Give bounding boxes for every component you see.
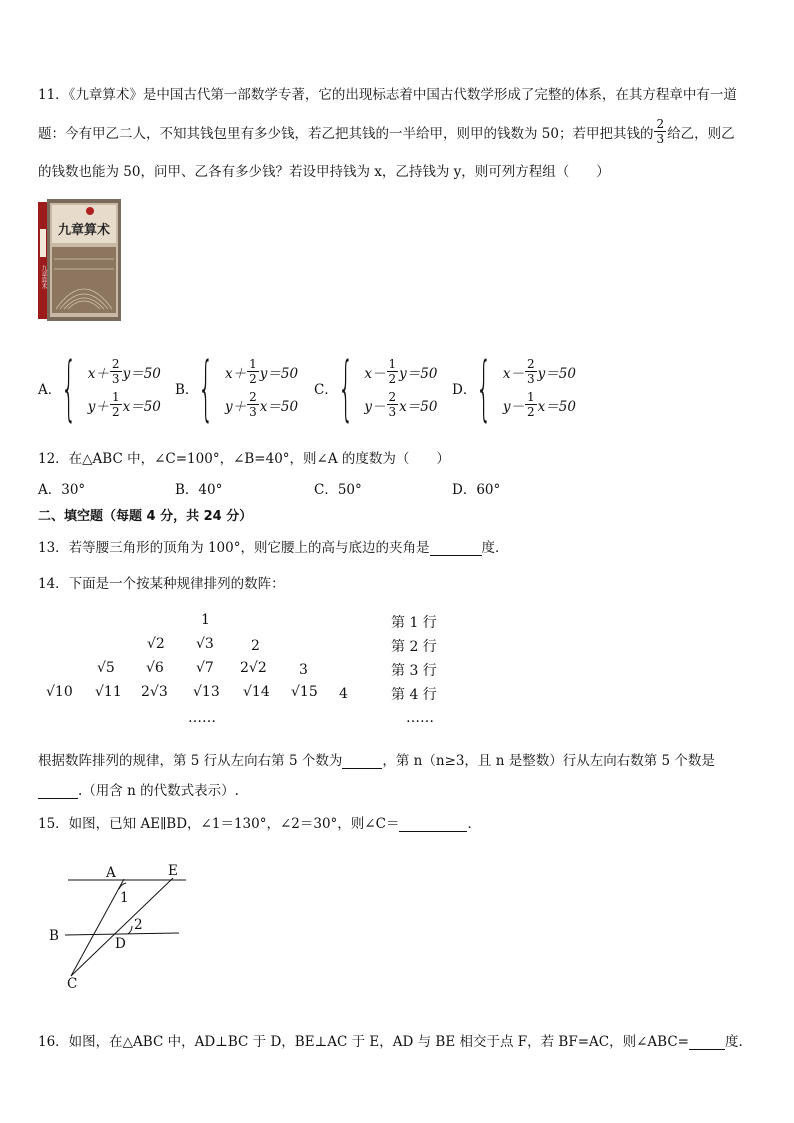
q16-text-end: 度. [725, 1034, 743, 1050]
point-a-label: A [106, 865, 116, 881]
array-cell: √15 [291, 684, 318, 700]
array-dots: …… [188, 710, 216, 726]
brace-icon: { [61, 347, 77, 429]
section-heading: 二、填空题（每题 4 分，共 24 分） [38, 509, 253, 524]
q15-answer-blank[interactable] [399, 817, 467, 832]
array-cell: √3 [196, 636, 214, 652]
q11-line2-b: 给乙，则乙 [667, 125, 735, 142]
row-label: 第 1 行 [391, 615, 437, 631]
book-title: 九章算术 [58, 223, 111, 238]
option-a[interactable] [38, 344, 161, 432]
q11-frac-num: 2 [656, 117, 665, 131]
book-spine-text: 九章算术 [40, 265, 47, 289]
q14-text-c: .（用含 n 的代数式表示）. [78, 783, 239, 799]
point-e-label: E [168, 863, 178, 879]
number-array [0, 606, 794, 728]
angle-1-label: 1 [120, 890, 129, 906]
array-cell: 1 [201, 612, 210, 628]
option-a-eq1: x＋ $\frac{2}{3}$ y＝50 [87, 357, 161, 386]
option-c-eq1: x－ $\frac{1}{2}$ y＝50 [364, 357, 438, 386]
brace-icon: { [476, 347, 492, 429]
q13-text: 13．若等腰三角形的顶角为 100°，则它腰上的高与底边的夹角是 [38, 540, 430, 556]
q16-text: 16．如图，在△ABC 中，AD⊥BC 于 D，BE⊥AC 于 E，AD 与 BE 相交于点 F，若 BF=AC，则∠ABC= [38, 1034, 689, 1050]
option-d-label: D． [452, 382, 477, 398]
array-cell: 2√3 [141, 684, 168, 700]
option-d-eq2: y－ $\frac{1}{2}$ x＝50 [502, 390, 576, 419]
option-a-label: A． [38, 382, 62, 398]
book-cover-image [38, 199, 122, 321]
array-cell: √7 [196, 660, 214, 676]
q11-options [38, 344, 778, 432]
array-cell: √14 [243, 684, 270, 700]
array-cell: √10 [46, 684, 73, 700]
option-c[interactable] [314, 344, 437, 432]
point-b-label: B [49, 928, 59, 944]
array-cell: √2 [147, 636, 165, 652]
array-cell: 4 [339, 686, 348, 702]
q11-line1: 11．《九章算术》是中国古代第一部数学专著，它的出现标志着中国古代数学形成了完整的体系，在其方程章中有一道 [38, 87, 737, 103]
q13 [38, 536, 509, 556]
option-d-eq1: x－ $\frac{2}{3}$ y＝50 [502, 357, 576, 386]
q12-option-b[interactable]: B．40° [175, 482, 223, 498]
array-cell: √11 [95, 684, 122, 700]
q13-answer-blank[interactable] [430, 541, 482, 556]
q11-line2 [38, 118, 735, 145]
q15 [38, 812, 481, 832]
q11-line2-a: 题：今有甲乙二人，不知其钱包里有多少钱，若乙把其钱的一半给甲，则甲的钱数为 50；若甲把其钱的 [38, 125, 654, 142]
q15-text-end: ． [467, 816, 481, 832]
q11-fraction [654, 118, 666, 145]
option-d[interactable] [452, 344, 576, 432]
brace-icon: { [198, 347, 215, 429]
option-b-eq2: y＋ $\frac{2}{3}$ x＝50 [224, 390, 299, 419]
option-b[interactable] [175, 344, 298, 432]
q11-line3: 的钱数也能为 50，问甲、乙各有多少钱？若设甲持钱为 x，乙持钱为 y，则可列方程组（ ） [38, 164, 610, 180]
brace-icon: { [337, 347, 354, 429]
row-label: 第 3 行 [391, 663, 437, 679]
q16-answer-blank[interactable] [689, 1035, 725, 1050]
array-cell: 3 [299, 662, 308, 678]
option-a-eq2: y＋ $\frac{1}{2}$ x＝50 [87, 390, 161, 419]
q16 [38, 1030, 743, 1050]
q14-blank-1[interactable] [342, 754, 382, 769]
q12-option-c[interactable]: C．50° [314, 482, 362, 498]
line-ca [71, 879, 124, 976]
option-c-label: C． [314, 382, 338, 398]
angle-2-label: 2 [134, 917, 143, 933]
array-cell: √5 [97, 660, 115, 676]
option-c-eq2: y－ $\frac{2}{3}$ x＝50 [364, 390, 438, 419]
array-cell: √6 [146, 660, 164, 676]
q15-text: 15．如图，已知 AE∥BD，∠1＝130°，∠2＝30°，则∠C＝ [38, 816, 400, 832]
array-cell: 2 [251, 638, 260, 654]
q14-answer-line1 [38, 749, 715, 769]
q11-frac-den: 3 [656, 132, 665, 146]
q14-answer-line2 [38, 779, 239, 799]
q14-text-b: ，第 n（n≥3，且 n 是整数）行从左向右数第 5 个数是 [382, 753, 715, 769]
q13-text-end: 度． [481, 540, 509, 556]
option-b-label: B． [175, 382, 199, 398]
point-d-label: D [115, 936, 126, 952]
q12-stem: 12．在△ABC 中，∠C=100°，∠B=40°，则∠A 的度数为（ ） [38, 451, 450, 467]
array-cell: √13 [193, 684, 220, 700]
array-cell: 2√2 [240, 660, 267, 676]
point-c-label: C [67, 976, 78, 992]
label-dots: …… [406, 710, 434, 726]
line-bd [65, 933, 179, 935]
q14-blank-2[interactable] [38, 784, 78, 799]
option-b-eq1: x＋ $\frac{1}{2}$ y＝50 [224, 357, 299, 386]
q12-option-a[interactable]: A．30° [38, 482, 86, 498]
row-label: 第 4 行 [391, 687, 437, 703]
angle-2-arc [128, 926, 132, 934]
q12-option-d[interactable]: D．60° [452, 482, 501, 498]
q15-geometry-figure [40, 856, 200, 996]
row-label: 第 2 行 [391, 639, 437, 655]
q14-text-a: 根据数阵排列的规律，第 5 行从左向右第 5 个数为 [38, 753, 343, 769]
q14-stem: 14．下面是一个按某种规律排列的数阵： [38, 576, 285, 592]
